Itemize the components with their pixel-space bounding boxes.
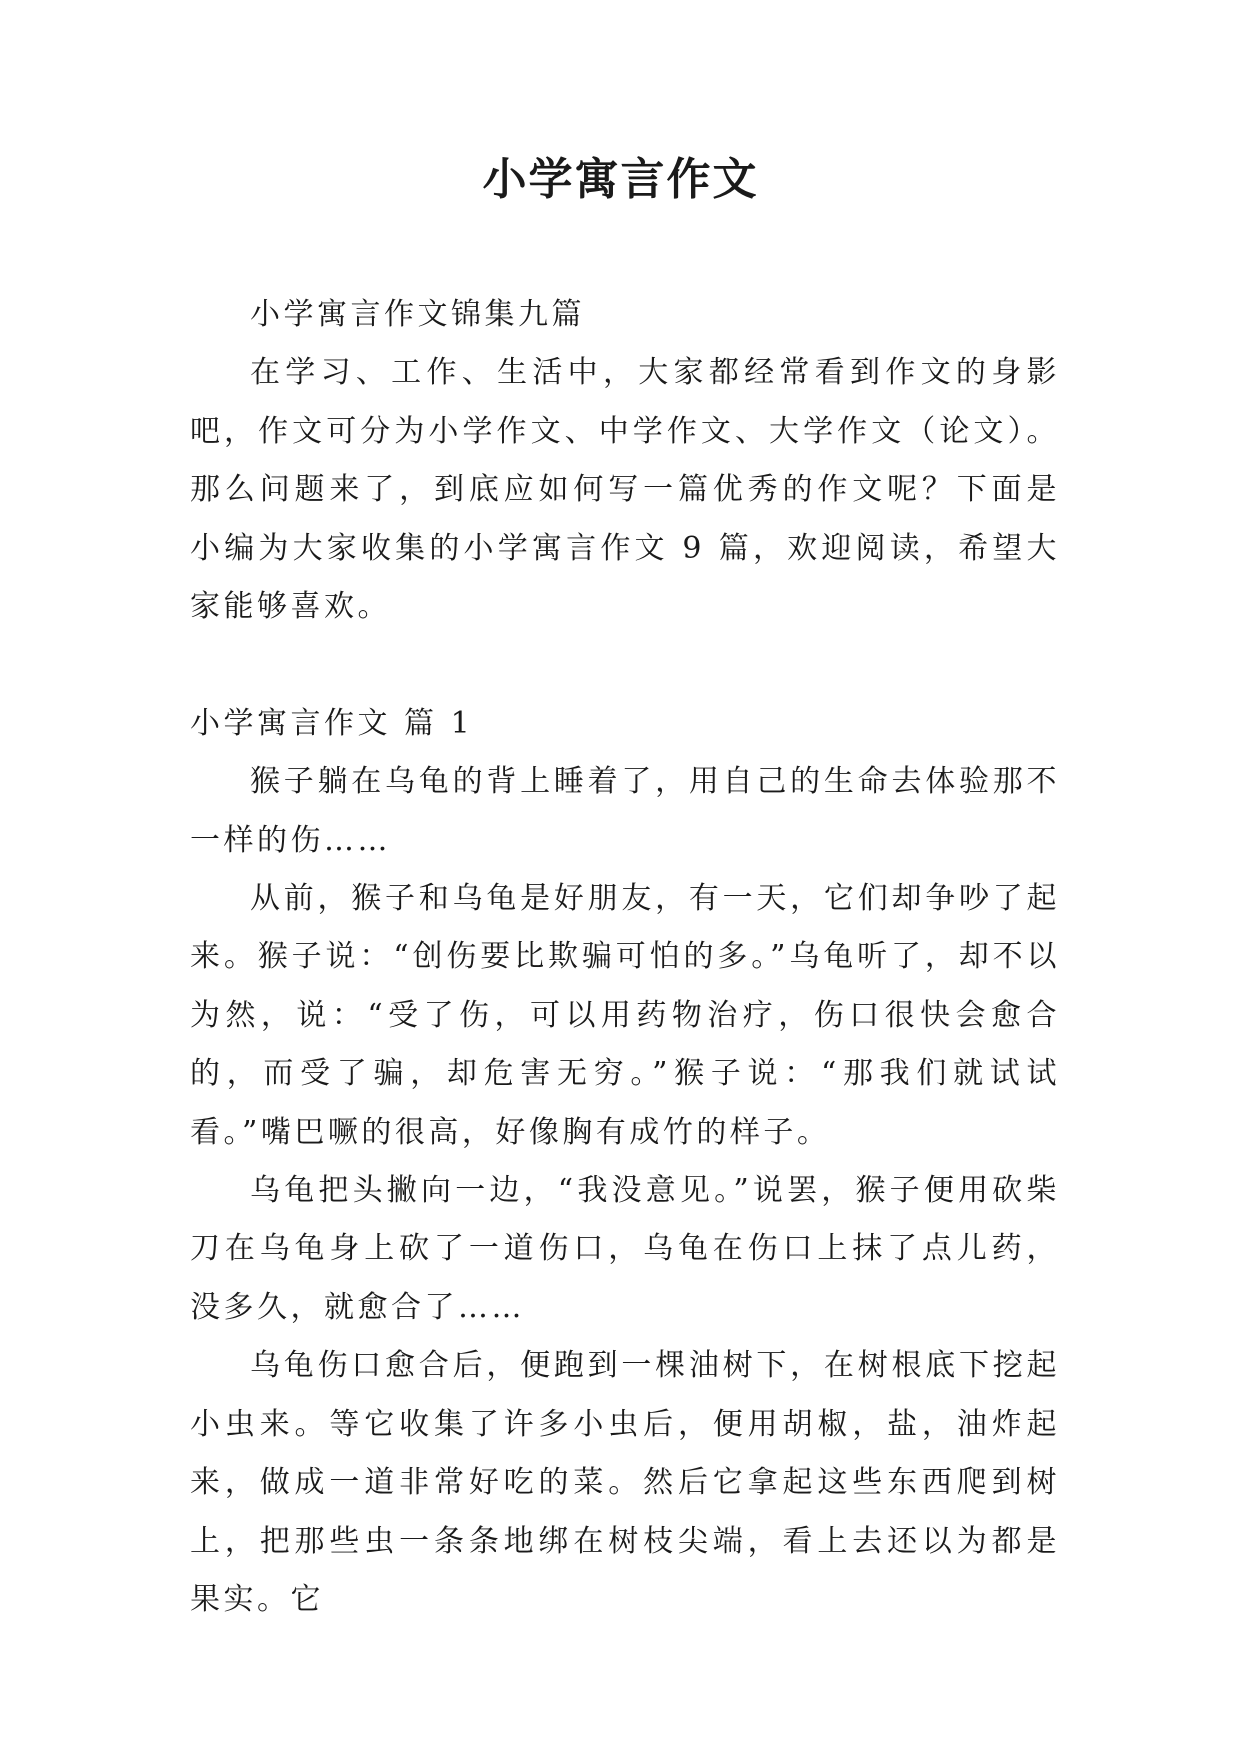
- document-subtitle: 小学寓言作文锦集九篇: [250, 297, 585, 332]
- section-heading: 小学寓言作文 篇 1: [190, 705, 474, 741]
- story-paragraph-4: 乌龟伤口愈合后，便跑到一棵油树下，在树根底下挖起小虫来。等它收集了许多小虫后，便用胡椒，盐，油炸起来，做成一道非常好吃的菜。然后它拿起这些东西爬到树上，把那些虫一条条地绑在树枝尖端，看上去还以为都是果实。它: [190, 1348, 1060, 1617]
- intro-paragraph: 在学习、工作、生活中，大家都经常看到作文的身影吧，作文可分为小学作文、中学作文、大学作文（论文）。那么问题来了，到底应如何写一篇优秀的作文呢？下面是小编为大家收集的小学寓言作文 9 篇，欢迎阅读，希望大家能够喜欢。: [190, 355, 1060, 625]
- story-paragraph-2: 从前，猴子和乌龟是好朋友，有一天，它们却争吵了起来。猴子说：“创伤要比欺骗可怕的多。”乌龟听了，却不以为然，说：“受了伤，可以用药物治疗，伤口很快会愈合的，而受了骗，却危害无穷。”猴子说：“那我们就试试看。”嘴巴噘的很高，好像胸有成竹的样子。: [190, 881, 1060, 1150]
- document-body: [190, 286, 1060, 1629]
- story-paragraph-1: 猴子躺在乌龟的背上睡着了，用自己的生命去体验那不一样的伤……: [190, 764, 1060, 858]
- paragraph-spacer: [190, 636, 1060, 694]
- story-paragraph-3: 乌龟把头撇向一边，“我没意见。”说罢，猴子便用砍柴刀在乌龟身上砍了一道伤口，乌龟在伤口上抹了点儿药，没多久，就愈合了……: [190, 1173, 1060, 1325]
- document-title: 小学寓言作文: [482, 154, 759, 205]
